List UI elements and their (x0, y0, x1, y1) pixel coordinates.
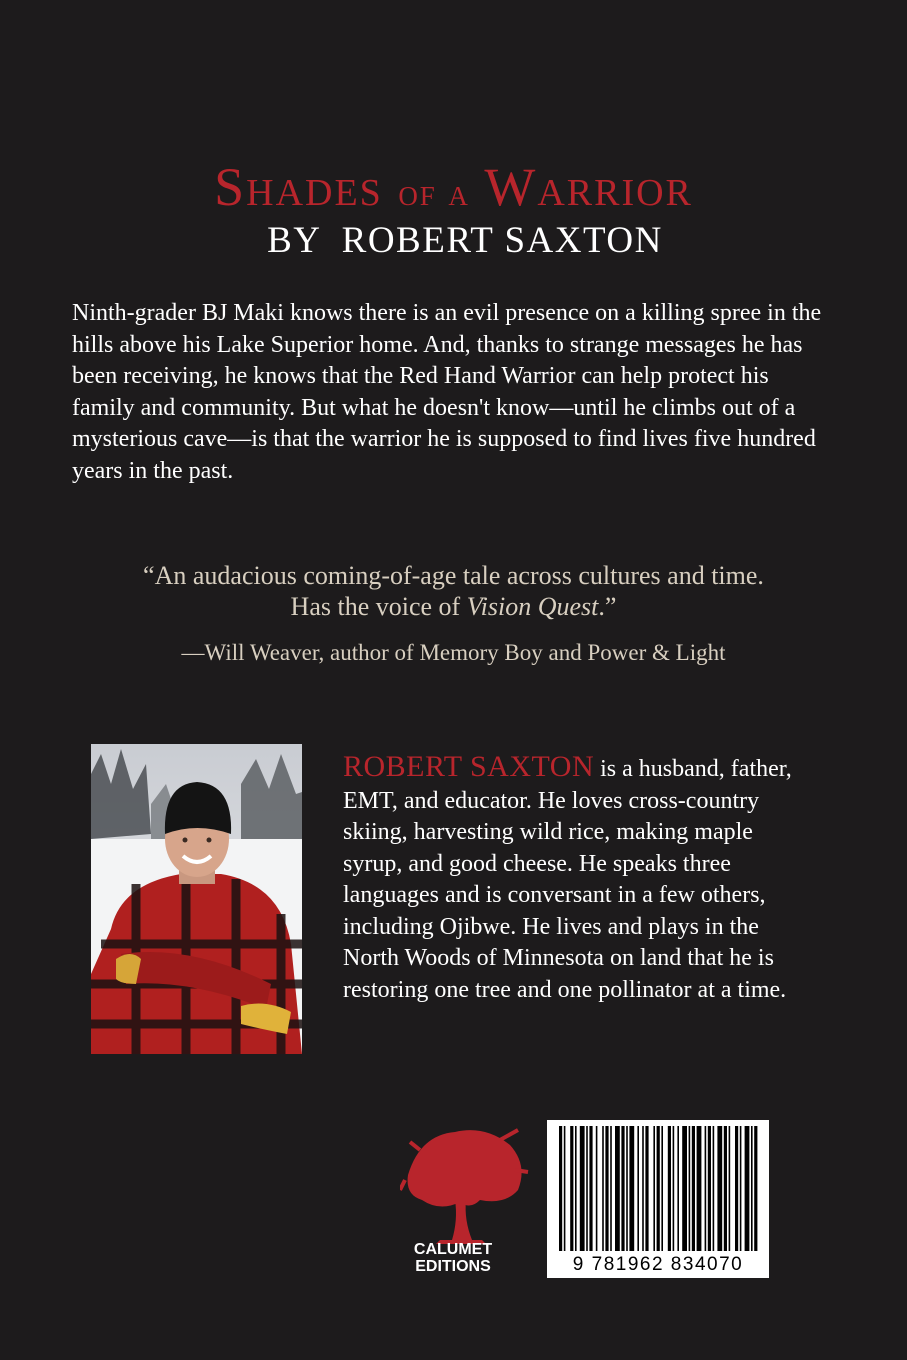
barcode-bar (559, 1126, 562, 1251)
barcode-bar (602, 1126, 604, 1251)
barcode-bar (642, 1126, 644, 1251)
book-title (0, 157, 907, 217)
barcode-bar (589, 1126, 592, 1251)
barcode-bar (621, 1126, 624, 1251)
barcode-bar (754, 1126, 757, 1251)
barcode-bar (661, 1126, 663, 1251)
barcode-bar (677, 1126, 679, 1251)
barcode-bar (740, 1126, 742, 1251)
author-photo (91, 744, 302, 1054)
barcode-bar (653, 1126, 655, 1251)
barcode-bar (692, 1126, 695, 1251)
barcode-bar (570, 1126, 573, 1251)
barcode-bar (729, 1126, 731, 1251)
book-blurb: Ninth-grader BJ Maki knows there is an evil presence on a killing spree in the hills above his Lake Superior home. And, thanks to strange messages he has been receiving, he knows that the Red Hand Warrior can help protect his family and community. But what he doesn't know—until he climbs out of a mysterious cave—is that the warrior he is supposed to find lives five hundred years in the past. (72, 300, 822, 484)
barcode-bar (626, 1126, 628, 1251)
barcode-bar (724, 1126, 727, 1251)
author-name: ROBERT SAXTON (343, 750, 595, 783)
quote-line-2-suffix: .” (598, 592, 617, 621)
quote-line-1: “An audacious coming-of-age tale across cultures and time. (143, 561, 764, 590)
barcode-bar (629, 1126, 634, 1251)
author-photo-image (91, 744, 302, 1054)
quote-line-2 (0, 591, 907, 622)
barcode-bar (596, 1126, 598, 1251)
barcode-bar (697, 1126, 702, 1251)
barcode-bar (673, 1126, 675, 1251)
barcode-bar (713, 1126, 715, 1251)
quote-line-2-prefix: Has the voice of (290, 592, 467, 621)
barcode-bar (605, 1126, 608, 1251)
barcode-bar (682, 1126, 687, 1251)
barcode-bar (645, 1126, 648, 1251)
isbn-barcode (547, 1120, 769, 1278)
barcode-bar (689, 1126, 691, 1251)
barcode-bars (547, 1120, 769, 1255)
byline: BY ROBERT SAXTON (267, 220, 663, 261)
isbn-digits: 9 781962 834070 (547, 1254, 769, 1276)
barcode-bar (580, 1126, 585, 1251)
title-word-of-a: of a (398, 172, 470, 214)
barcode-bar (745, 1126, 750, 1251)
barcode-bar (735, 1126, 738, 1251)
barcode-bar (668, 1126, 671, 1251)
barcode-bar (615, 1126, 620, 1251)
barcode-bar (708, 1126, 711, 1251)
barcode-bar (657, 1126, 660, 1251)
author-bio (343, 751, 813, 1006)
author-bio-text: is a husband, father, EMT, and educator. He loves cross-country skiing, harvesting wild rice, making maple syrup, and good cheese. He speaks three languages and is conversant in a few others, including Ojibwe. He lives and plays in the North Woods of Minnesota on land that he is restoring one tree and one pollinator at a time. (343, 756, 798, 1003)
title-word-shades: Shades (214, 157, 383, 217)
quote-attribution: —Will Weaver, author of Memory Boy and Power & Light (181, 640, 726, 665)
review-quote (0, 560, 907, 622)
quote-title-italic: Vision Quest (466, 592, 599, 621)
barcode-bar (705, 1126, 707, 1251)
barcode-bar (575, 1126, 577, 1251)
barcode-bar (751, 1126, 753, 1251)
barcode-bar (564, 1126, 566, 1251)
publisher-name (400, 1241, 506, 1275)
barcode-bar (610, 1126, 612, 1251)
barcode-bar (717, 1126, 722, 1251)
barcode-bar (637, 1126, 639, 1251)
title-word-warrior: Warrior (484, 157, 693, 217)
publisher-line-1: CALUMET (413, 1241, 493, 1258)
barcode-bar (586, 1126, 588, 1251)
publisher-line-2: EDITIONS (415, 1258, 491, 1275)
